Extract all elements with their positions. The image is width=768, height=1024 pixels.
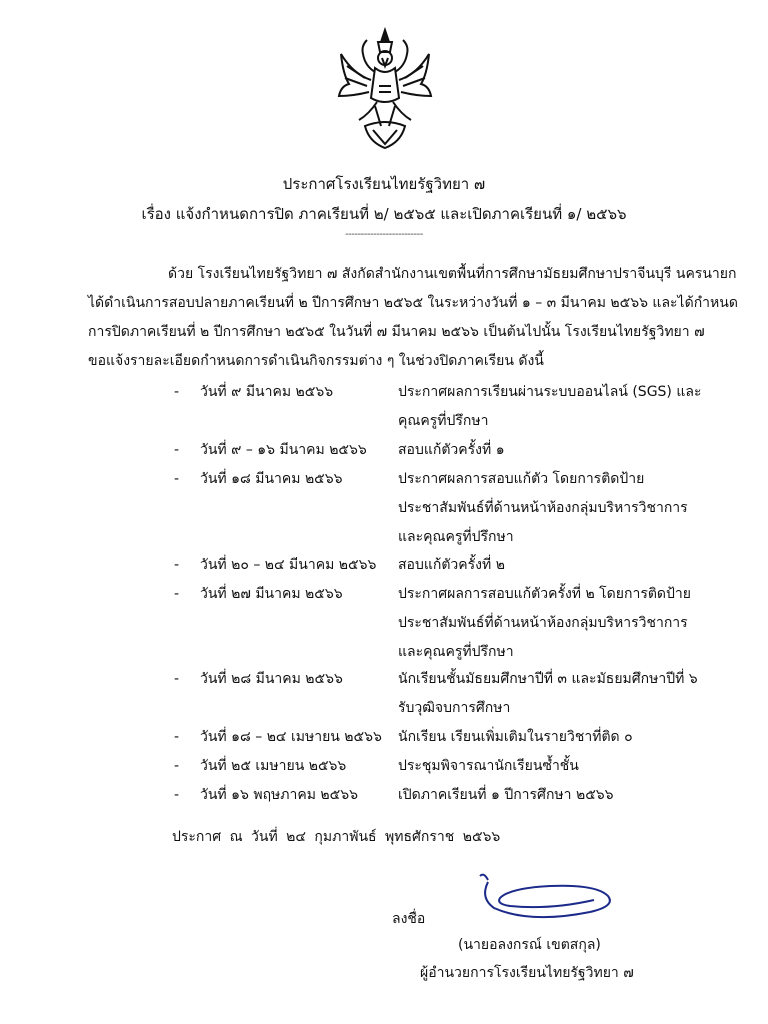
signer-position: ผู้อำนวยการโรงเรียนไทยรัฐวิทยา ๗ — [420, 965, 634, 981]
schedule-detail — [398, 723, 728, 752]
paragraph-line: ได้ดำเนินการสอบปลายภาคเรียนที่ ๒ ปีการศึกษา ๒๕๖๕ ในระหว่างวันที่ ๑ – ๓ มีนาคม ๒๕๖๖ และได้กำหนด — [88, 295, 738, 311]
paragraph-line: ขอแจ้งรายละเอียดกำหนดการดำเนินกิจกรรมต่าง ๆ ในช่วงปิดภาคเรียน ดังนี้ — [88, 353, 544, 369]
schedule-date: วันที่ ๒๘ มีนาคม ๒๕๖๖ — [200, 671, 343, 687]
bullet-dash: - — [174, 586, 180, 602]
schedule-detail — [398, 436, 728, 465]
schedule-date: วันที่ ๙ – ๑๖ มีนาคม ๒๕๖๖ — [200, 442, 367, 458]
bullet-dash: - — [174, 557, 180, 573]
paragraph-line: ด้วย โรงเรียนไทยรัฐวิทยา ๗ สังกัดสำนักงานเขตพื้นที่การศึกษามัธยมศึกษาปราจีนบุรี นครนายก — [168, 266, 737, 282]
signer-name: (นายอลงกรณ์ เขตสกุล) — [458, 937, 601, 953]
schedule-detail — [398, 551, 728, 580]
bullet-dash: - — [174, 758, 180, 774]
garuda-emblem-icon — [335, 26, 435, 154]
document-title: ประกาศโรงเรียนไทยรัฐวิทยา ๗ — [282, 175, 486, 193]
schedule-date: วันที่ ๒๗ มีนาคม ๒๕๖๖ — [200, 586, 343, 602]
detail-line: นักเรียน เรียนเพิ่มเติมในรายวิชาที่ติด ๐ — [398, 729, 633, 745]
bullet-dash: - — [174, 471, 180, 487]
detail-line: คุณครูที่ปรึกษา — [398, 413, 489, 429]
schedule-date: วันที่ ๑๘ – ๒๔ เมษายน ๒๕๖๖ — [200, 729, 382, 745]
detail-line: ประชาสัมพันธ์ที่ด้านหน้าห้องกลุ่มบริหารวิชาการ — [398, 615, 688, 631]
schedule-detail — [398, 781, 728, 810]
schedule-date: วันที่ ๒๕ เมษายน ๒๕๖๖ — [200, 758, 347, 774]
detail-line: และคุณครูที่ปรึกษา — [398, 644, 514, 660]
detail-line: ประกาศผลการสอบแก้ตัวครั้งที่ ๒ โดยการติดป้าย — [398, 586, 691, 602]
bullet-dash: - — [174, 787, 180, 803]
signature-icon — [470, 868, 620, 928]
bullet-dash: - — [174, 442, 180, 458]
bullet-dash: - — [174, 384, 180, 400]
separator-line: ------------------------- — [345, 229, 423, 240]
detail-line: ประกาศผลการเรียนผ่านระบบออนไลน์ (SGS) และ — [398, 384, 702, 400]
detail-line: สอบแก้ตัวครั้งที่ ๑ — [398, 442, 505, 458]
bullet-dash: - — [174, 729, 180, 745]
detail-line: ประชุมพิจารณานักเรียนซ้ำชั้น — [398, 758, 579, 774]
detail-line: เปิดภาคเรียนที่ ๑ ปีการศึกษา ๒๕๖๖ — [398, 787, 614, 803]
intro-paragraph — [88, 260, 738, 376]
detail-line: ประกาศผลการสอบแก้ตัว โดยการติดป้าย — [398, 471, 645, 487]
schedule-detail — [398, 752, 728, 781]
sign-label: ลงชื่อ — [392, 911, 426, 927]
announcement-date: ประกาศ ณ วันที่ ๒๔ กุมภาพันธ์ พุทธศักราช ๒๕๖๖ — [172, 829, 501, 845]
schedule-date: วันที่ ๒๐ – ๒๔ มีนาคม ๒๕๖๖ — [200, 557, 377, 573]
schedule-date: วันที่ ๙ มีนาคม ๒๕๖๖ — [200, 384, 334, 400]
detail-line: สอบแก้ตัวครั้งที่ ๒ — [398, 557, 505, 573]
detail-line: นักเรียนชั้นมัธยมศึกษาปีที่ ๓ และมัธยมศึกษาปีที่ ๖ — [398, 671, 698, 687]
schedule-detail — [398, 378, 728, 436]
schedule-detail — [398, 665, 728, 723]
detail-line: รับวุฒิจบการศึกษา — [398, 700, 511, 716]
detail-line: ประชาสัมพันธ์ที่ด้านหน้าห้องกลุ่มบริหารวิชาการ — [398, 500, 688, 516]
schedule-detail — [398, 580, 728, 667]
schedule-date: วันที่ ๑๘ มีนาคม ๒๕๖๖ — [200, 471, 343, 487]
bullet-dash: - — [174, 671, 180, 687]
paragraph-line: การปิดภาคเรียนที่ ๒ ปีการศึกษา ๒๕๖๕ ในวันที่ ๗ มีนาคม ๒๕๖๖ เป็นต้นไปนั้น โรงเรียนไทยรัฐวิทยา ๗ — [88, 324, 705, 340]
schedule-date: วันที่ ๑๖ พฤษภาคม ๒๕๖๖ — [200, 787, 358, 803]
detail-line: และคุณครูที่ปรึกษา — [398, 529, 514, 545]
schedule-detail — [398, 465, 728, 552]
document-subject: เรื่อง แจ้งกำหนดการปิด ภาคเรียนที่ ๒/ ๒๕๖๕ และเปิดภาคเรียนที่ ๑/ ๒๕๖๖ — [141, 205, 627, 223]
